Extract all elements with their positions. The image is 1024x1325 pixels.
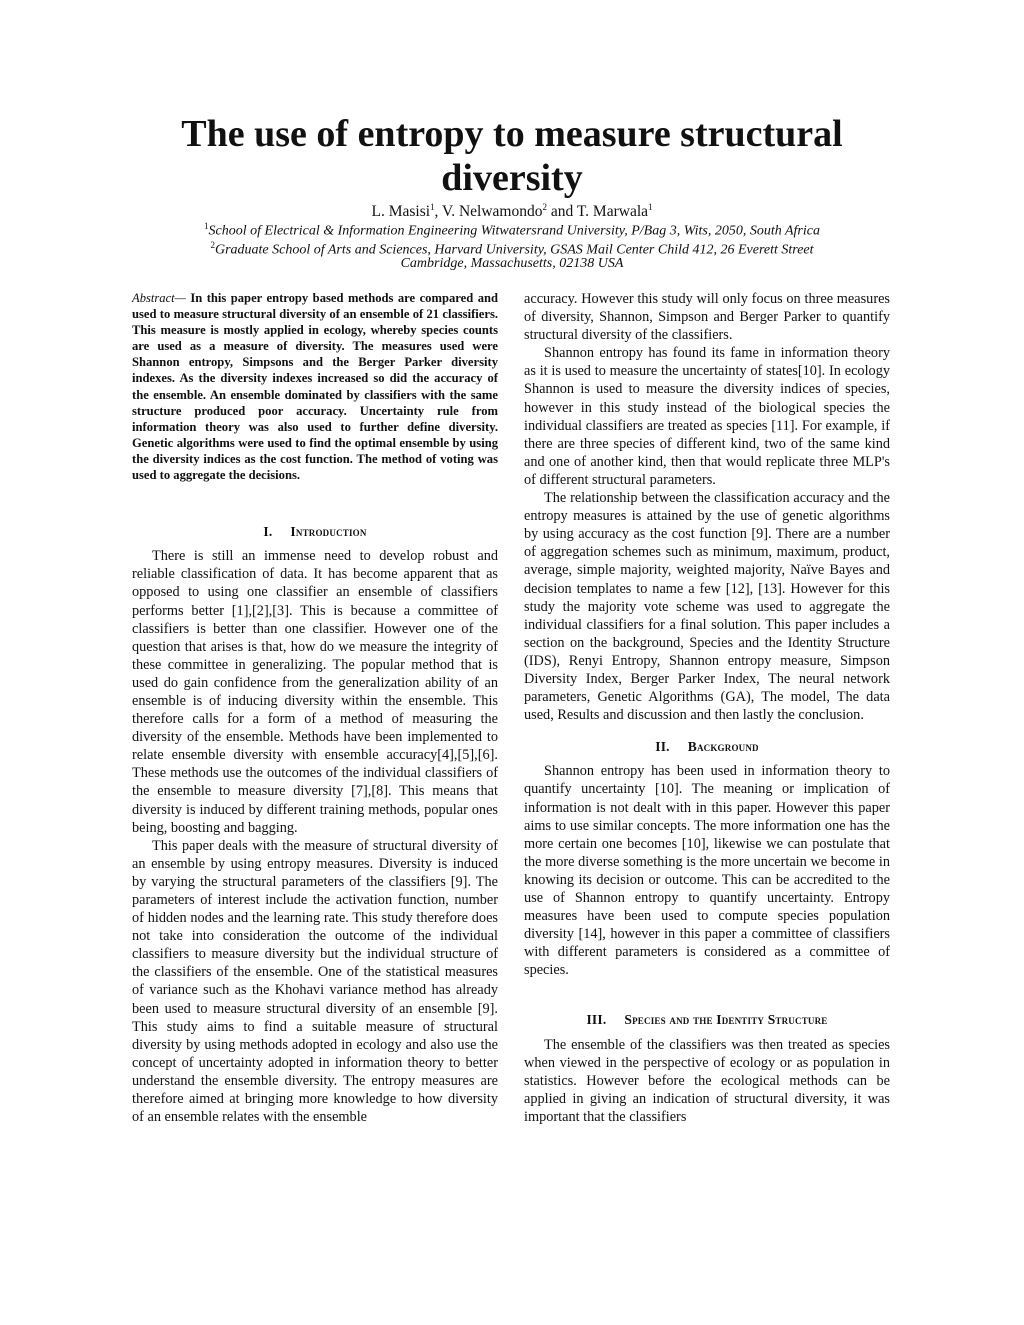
section-title: Introduction [290,524,367,540]
author-name: V. Nelwamondo [442,203,543,221]
author-affiliation-mark: 1 [430,202,435,212]
section-heading-introduction [132,523,498,541]
section-heading-species [524,1011,890,1029]
author-separator: , [434,203,443,221]
section-title: Background [687,739,759,755]
author-separator: and [547,203,577,221]
section-number: I. [263,524,273,540]
affiliation-text: School of Electrical & Information Engineering Witwatersrand University, P/Bag 3, Wits, 2050, South Africa [208,223,820,239]
section-heading-background [524,738,890,756]
species-paragraph-1: The ensemble of the classifiers was then treated as species when viewed in the perspective of ecology or as population in statistics. However before the ecological methods can be applied in giving an indication of structural diversity, it was important that the classifiers [524,1036,890,1125]
affiliation-3 [0,255,1024,273]
affiliation-mark: 2 [210,240,215,250]
affiliation-text: Cambridge, Massachusetts, 02138 USA [400,256,624,271]
intro-paragraph-2: This paper deals with the measure of structural diversity of an ensemble by using entropy measures. Diversity is induced by varying the structural parameters of the classifiers [9]. The parameters of interest include the activation function, number of hidden nodes and the learning rate. This study therefore does not take into consideration the outcome of the individual classifiers to measure diversity but the individual structure of the classifiers of the ensemble. One of the statistical measures of variance such as the Khohavi variance method has already been used to measure structural diversity of an ensemble [9]. This study aims to find a suitable measure of structural diversity by using methods adopted in ecology and also use the concept of uncertainty adopted in information theory to better understand the ensemble diversity. The entropy measures are therefore aimed at bringing more knowledge to how diversity of an ensemble relates with the ensemble [132,837,498,1126]
intro-paragraph-1: There is still an immense need to develop robust and reliable classification of data. It has become apparent that as opposed to using one classifier an ensemble of classifiers performs better [1],[2],[3]. This is because a committee of classifiers is better than one classifier. However one of the question that arises is that, how do we measure the integrity of these committee in generalizing. The popular method that is used do gain confidence from the generalization ability of an ensemble is of inducing diversity within the ensemble. This therefore calls for a form of a method of measuring the diversity of the ensemble. Methods have been implemented to relate ensemble diversity with ensemble accuracy[4],[5],[6]. These methods use the outcomes of the individual classifiers of the ensemble to measure diversity [7],[8]. This means that diversity is induced by different training methods, popular ones being, boosting and bagging. [132,548,498,836]
abstract [132,290,498,483]
author-affiliation-mark: 2 [542,202,547,212]
background-paragraph-1: Shannon entropy has been used in information theory to quantify uncertainty [10]. The meaning or implication of information is not dealt with in this paper. However this paper aims to use similar concepts. The more information one has the more certain one becomes [10], likewise we can postulate that the more diverse something is the more uncertain we become in knowing its decision or outcome. This can be accredited to the use of Shannon entropy to quantify uncertainty. Entropy measures have been used to compute species population diversity [14], however in this paper a committee of classifiers with different parameters is considered as a committee of species. [524,763,890,979]
section-title: Species and the Identity Structure [624,1012,828,1028]
right-column [524,290,890,1126]
section-number: III. [586,1012,607,1028]
paper-title [0,112,1024,200]
affiliation-mark: 1 [204,221,209,231]
intro-paragraph-3: Shannon entropy has found its fame in information theory as it is used to measure the uncertainty of states[10]. In ecology Shannon is used to measure the diversity indices of species, however in this study instead of the biological species the individual classifiers are treated as species [11]. For example, if there are three species of different kind, two of the same kind and one of another kind, then that would replicate three MLP's of different structural parameters. [524,345,890,488]
author-name: L. Masisi [371,203,431,221]
left-column [132,290,498,1126]
intro-paragraph-2-continued: accuracy. However this study will only focus on three measures of diversity, Shannon, Simpson and Berger Parker to quantify structural diversity of the classifiers. [524,291,890,344]
section-number: II. [655,739,670,755]
intro-paragraph-4: The relationship between the classification accuracy and the entropy measures is attained by the use of genetic algorithms by using accuracy as the cost function [9]. There are a number of aggregation schemes such as minimum, maximum, product, average, simple majority, weighted majority, Naïve Bayes and decision templates to name a few [12], [13]. However for this study the majority vote scheme was used to aggregate the individual classifiers for a final solution. This paper includes a section on the background, Species and the Identity Structure (IDS), Renyi Entropy, Shannon entropy measure, Simpson Diversity Index, Berger Parker Index, The neural network parameters, Genetic Algorithms (GA), The model, The data used, Results and discussion and then lastly the conclusion. [524,490,890,724]
affiliation-text: Graduate School of Arts and Sciences, Harvard University, GSAS Mail Center Child 412, 26 Everett Street [214,242,814,258]
title-line-1: The use of entropy to measure structural [181,113,843,155]
abstract-lead: Abstract— [132,291,186,305]
abstract-body: In this paper entropy based methods are compared and used to measure structural diversity of an ensemble of 21 classifiers. This measure is mostly applied in ecology, whereby species counts are used as a measure of diversity. The measures used were Shannon entropy, Simpsons and the Berger Parker diversity indexes. As the diversity indexes increased so did the accuracy of the ensemble. An ensemble dominated by classifiers with the same structure produced poor accuracy. Uncertainty rule from information theory was also used to further define diversity. Genetic algorithms were used to find the optimal ensemble by using the diversity indices as the cost function. The method of voting was used to aggregate the decisions. [132,291,498,483]
title-line-2: diversity [441,157,583,199]
author-name: T. Marwala [576,203,649,221]
author-affiliation-mark: 1 [648,202,653,212]
